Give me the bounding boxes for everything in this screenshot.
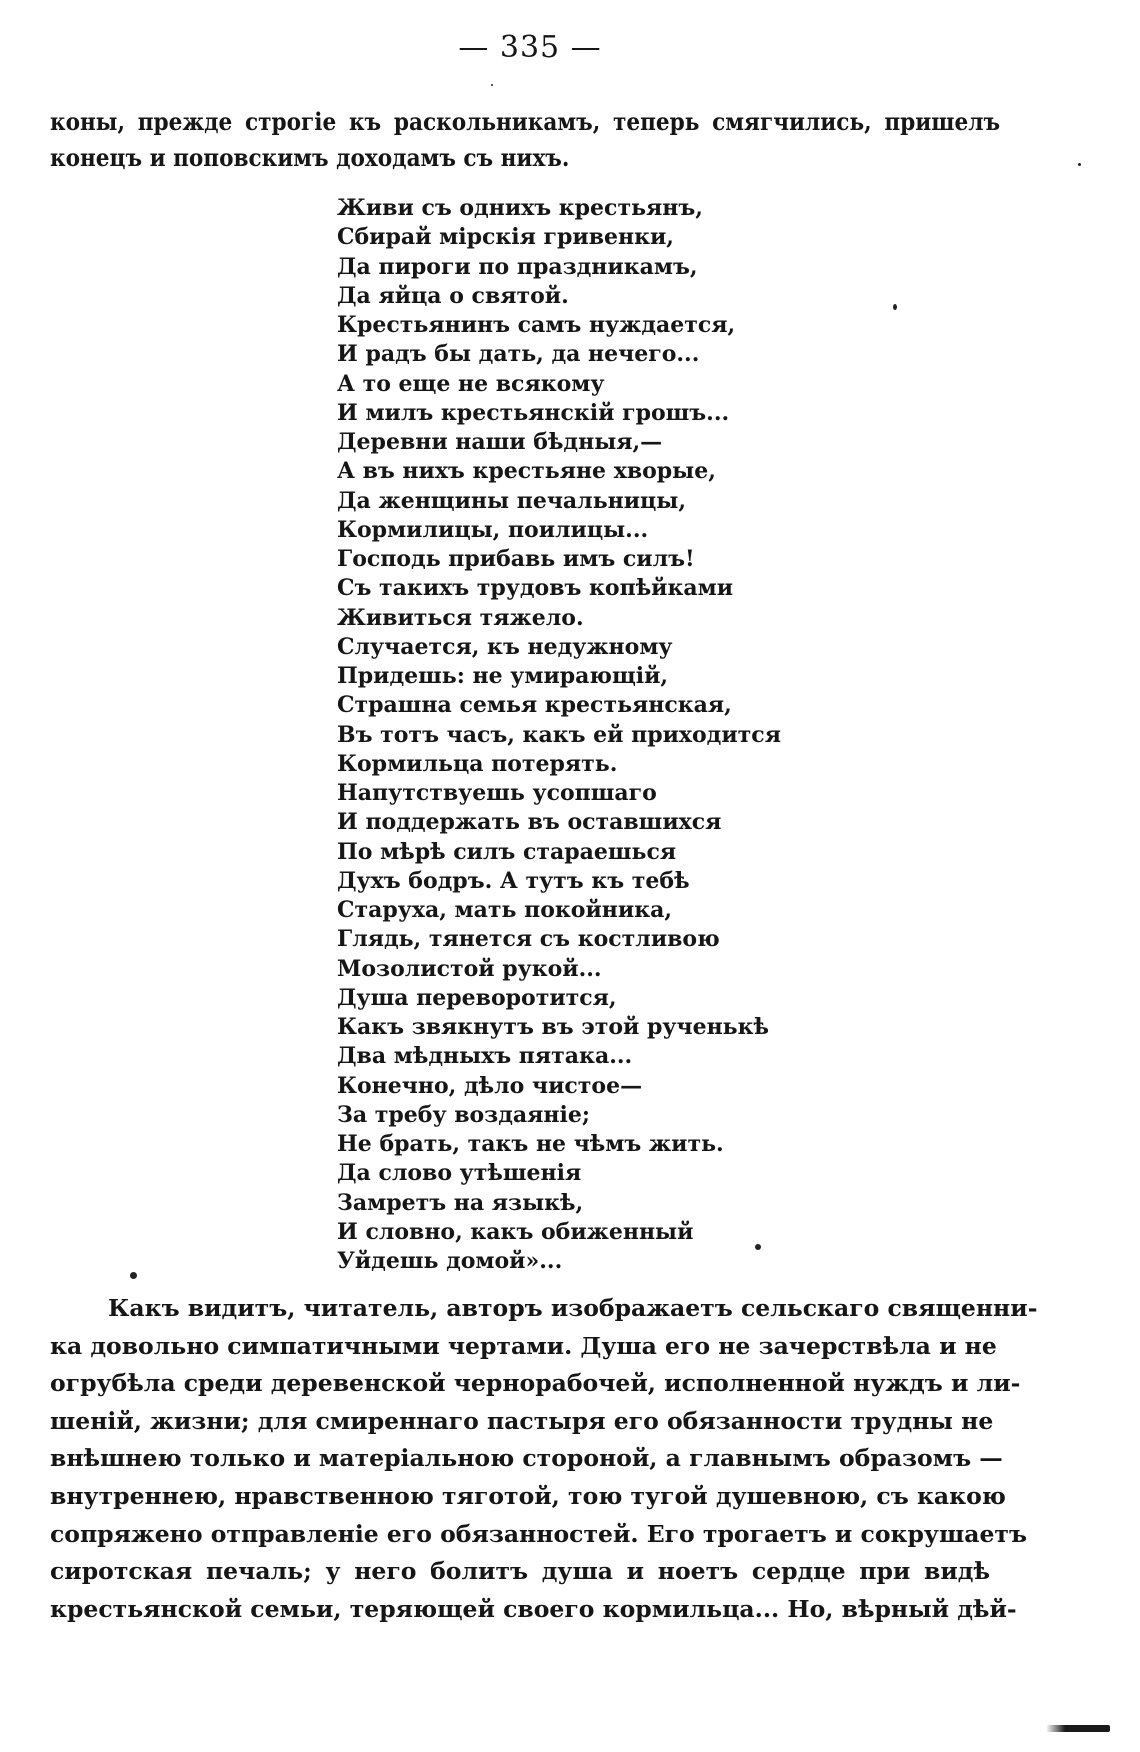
poem-line: И словно, какъ обиженный xyxy=(337,1218,694,1245)
paragraph-line: шеній, жизни; для смиреннаго пастыря его обязанности трудны не xyxy=(50,1406,994,1435)
poem-line: И поддержать въ оставшихся xyxy=(337,809,722,836)
poem-line: Конечно, дѣло чистое— xyxy=(337,1072,643,1099)
scan-speck xyxy=(491,84,493,86)
poem-line: Страшна семья крестьянская, xyxy=(337,692,732,719)
poem-line: Да пироги по праздникамъ, xyxy=(337,253,698,280)
poem-line: И милъ крестьянскій грошъ... xyxy=(337,399,730,426)
paragraph-line: внутреннею, нравственною тяготой, тою тугой душевною, съ какою xyxy=(50,1481,1006,1510)
paragraph-line: ка довольно симпатичными чертами. Душа его не зачерствѣла и не xyxy=(50,1331,997,1360)
opening-line: коны, прежде строгіе къ раскольникамъ, теперь смягчились, пришелъ xyxy=(50,107,1000,136)
poem-line: Старуха, мать покойника, xyxy=(337,897,673,923)
poem-line: Духъ бодръ. А тутъ къ тебѣ xyxy=(337,867,690,894)
poem-line: Придешь: не умирающій, xyxy=(337,663,669,689)
poem-line: Съ такихъ трудовъ копѣйками xyxy=(337,575,734,602)
poem-line: Въ тотъ часъ, какъ ей приходится xyxy=(337,721,781,748)
scan-speck xyxy=(893,304,897,310)
poem-line: Крестьянинъ самъ нуждается, xyxy=(337,312,736,338)
poem-line: Напутствуешь усопшаго xyxy=(337,780,657,806)
poem-line: Какъ звякнутъ въ этой рученькѣ xyxy=(337,1014,769,1040)
paragraph-line: сопряжено отправленіе его обязанностей. Его трогаетъ и сокрушаетъ xyxy=(50,1519,1027,1548)
poem-line: Да слово утѣшенія xyxy=(337,1160,582,1187)
poem-line: Два мѣдныхъ пятака... xyxy=(337,1043,633,1070)
paragraph-line: огрубѣла среди деревенской чернорабочей, исполненной нуждъ и ли- xyxy=(50,1369,1021,1398)
poem-line: Живиться тяжело. xyxy=(337,604,584,631)
paragraph-line: сиротская печаль; у него болитъ душа и ноетъ сердце при видѣ xyxy=(50,1557,990,1586)
poem-line: Сбирай мірскія гривенки, xyxy=(337,224,674,251)
opening-text xyxy=(50,104,1000,176)
scan-speck xyxy=(130,1272,137,1279)
scan-speck xyxy=(755,1244,761,1250)
poem-line: Случается, къ недужному xyxy=(337,633,673,660)
poem-line: Замретъ на языкѣ, xyxy=(337,1189,584,1216)
poem-line: Господь прибавь имъ силъ! xyxy=(337,546,695,572)
poem-line: Да яйца о святой. xyxy=(337,282,569,309)
poem-line: А въ нихъ крестьяне хворые, xyxy=(337,458,716,485)
poem-line: Кормилицы, поилицы... xyxy=(337,516,649,543)
poem-line: А то еще не всякому xyxy=(337,370,605,397)
poem-line: Глядь, тянется съ костливою xyxy=(337,926,720,953)
poem-line: Уйдешь домой»... xyxy=(337,1248,563,1274)
paragraph-line: внѣшнею только и матеріальною стороной, а главнымъ образомъ — xyxy=(50,1444,1003,1473)
poem-line: Не брать, такъ не чѣмъ жить. xyxy=(337,1131,724,1157)
poem-line: По мѣрѣ силъ стараешься xyxy=(337,838,677,865)
paragraph-line: Какъ видитъ, читатель, авторъ изображаетъ сельскаго священни- xyxy=(108,1294,1038,1322)
poem-line: Мозолистой рукой... xyxy=(337,955,602,982)
opening-line: конецъ и поповскимъ доходамъ съ нихъ. xyxy=(50,143,570,172)
poem-line: Душа переворотится, xyxy=(337,984,617,1011)
poem-line: Кормильца потерять. xyxy=(337,750,618,777)
poem-line: И радъ бы дать, да нечего... xyxy=(337,341,700,368)
commentary-paragraph xyxy=(50,1290,1038,1628)
poem-line: Деревни наши бѣдныя,— xyxy=(337,429,663,455)
scan-mark xyxy=(1046,1725,1110,1732)
paragraph-line: крестьянской семьи, теряющей своего кормильца... Но, вѣрный дѣй- xyxy=(50,1594,1017,1623)
poem-line: Да женщины печальницы, xyxy=(337,487,687,514)
page-number: — 335 — xyxy=(458,30,602,65)
poem-line: Живи съ однихъ крестьянъ, xyxy=(337,195,703,221)
poem-line: За требу воздаяніе; xyxy=(337,1101,590,1128)
scan-speck xyxy=(1078,163,1081,166)
poem xyxy=(337,194,781,1276)
